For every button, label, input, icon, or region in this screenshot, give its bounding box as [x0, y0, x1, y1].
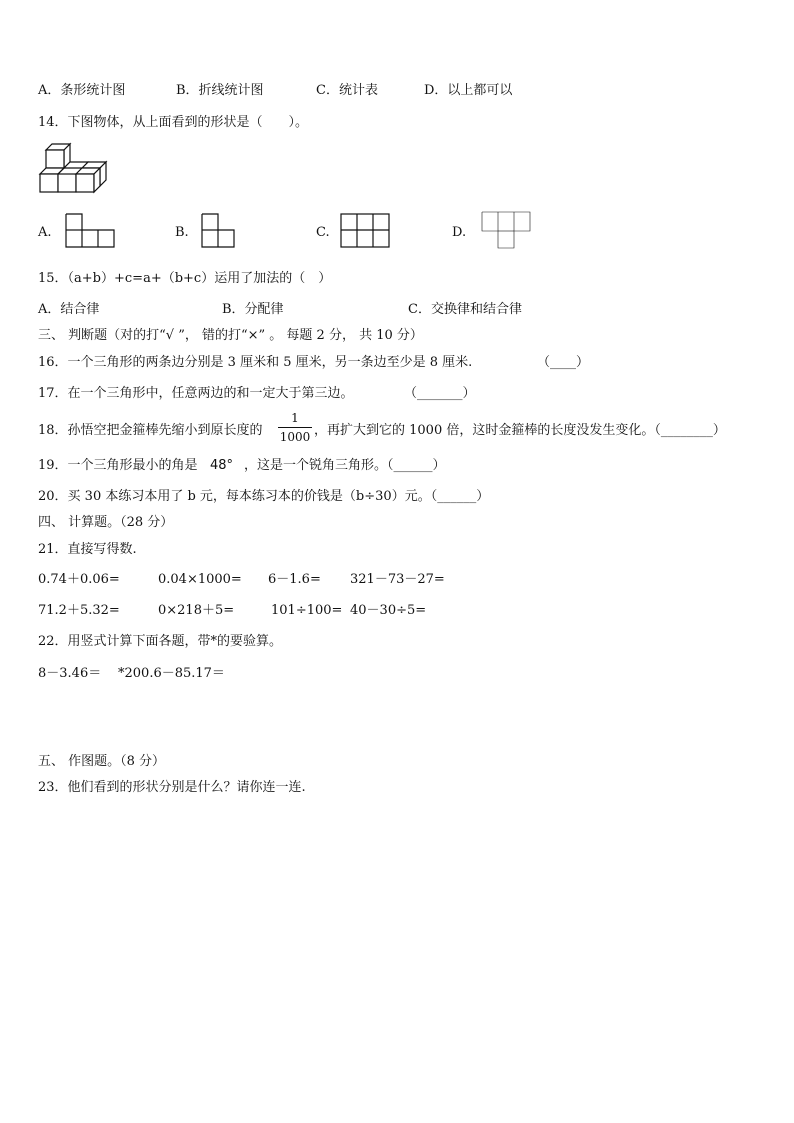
- q21-item: 321－73－27=: [350, 572, 445, 587]
- q14-option-c-label: C.: [316, 225, 330, 240]
- q18-text-after: ，再扩大到它的 1000 倍，这时金箍棒的长度没发生变化。（________）: [314, 423, 726, 438]
- q17-answer-blank[interactable]: （_______）: [404, 386, 476, 401]
- q19-angle: 48°: [210, 458, 234, 473]
- q22-item: 8－3.46＝: [38, 666, 102, 681]
- q22-item: *200.6－85.17＝: [118, 666, 225, 681]
- q21-item: 40－30÷5=: [350, 603, 427, 618]
- q22-stem: 22．用竖式计算下面各题，带*的要验算。: [38, 634, 283, 649]
- section-3-heading: 三、 判断题（对的打“√ ”， 错的打“×” 。 每题 2 分， 共 10 分）: [38, 328, 423, 343]
- q14-option-b-shape: [201, 213, 237, 249]
- q17-text: 17．在一个三角形中，任意两边的和一定大于第三边。: [38, 386, 354, 401]
- q20-text: 20．买 30 本练习本用了 b 元，每本练习本的价钱是（b÷30）元。（______）: [38, 489, 490, 504]
- q18-fraction-denominator: 1000: [279, 430, 311, 444]
- q16-answer-blank[interactable]: （____）: [537, 355, 590, 370]
- q14-option-b-label: B.: [175, 225, 189, 240]
- q21-item: 0.74＋0.06=: [38, 572, 120, 587]
- section-5-heading: 五、 作图题。（8 分）: [38, 754, 166, 769]
- q15-stem: 15．（a+b）+c=a+（b+c）运用了加法的（ ）: [38, 271, 332, 286]
- q18-fraction: [278, 411, 312, 444]
- q23-stem: 23．他们看到的形状分别是什么？请你连一连.: [38, 780, 306, 795]
- cube-stack-figure: [38, 142, 110, 196]
- q14-option-a-shape: [65, 213, 115, 249]
- q13-option-d: D．以上都可以: [424, 83, 513, 98]
- q14-option-c-shape: [340, 213, 392, 249]
- q19-tail: ，这是一个锐角三角形。（______）: [244, 458, 446, 473]
- q14-stem: 14．下图物体，从上面看到的形状是（ ）。: [38, 115, 309, 130]
- q19-text: 19．一个三角形最小的角是: [38, 458, 198, 473]
- q15-option-a: A．结合律: [38, 302, 100, 317]
- q13-option-c: C．统计表: [316, 83, 378, 98]
- q21-item: 101÷100=: [271, 603, 343, 618]
- q14-option-d-label: D.: [452, 225, 467, 240]
- q15-option-b: B．分配律: [222, 302, 284, 317]
- q21-stem: 21．直接写得数.: [38, 542, 137, 557]
- q18-fraction-numerator: 1: [291, 411, 299, 425]
- q21-item: 71.2＋5.32=: [38, 603, 120, 618]
- q16-text: 16．一个三角形的两条边分别是 3 厘米和 5 厘米，另一条边至少是 8 厘米.: [38, 355, 473, 370]
- q14-option-a-label: A.: [38, 225, 52, 240]
- q18-text-before: 18．孙悟空把金箍棒先缩小到原长度的: [38, 423, 263, 438]
- q21-item: 0.04×1000=: [158, 572, 242, 587]
- q13-option-a: A．条形统计图: [38, 83, 126, 98]
- q21-item: 0×218＋5=: [158, 603, 235, 618]
- q13-option-b: B．折线统计图: [176, 83, 264, 98]
- section-4-heading: 四、 计算题。（28 分）: [38, 515, 174, 530]
- q15-option-c: C．交换律和结合律: [408, 302, 522, 317]
- q14-option-d-shape: [481, 211, 533, 251]
- q21-item: 6－1.6=: [268, 572, 321, 587]
